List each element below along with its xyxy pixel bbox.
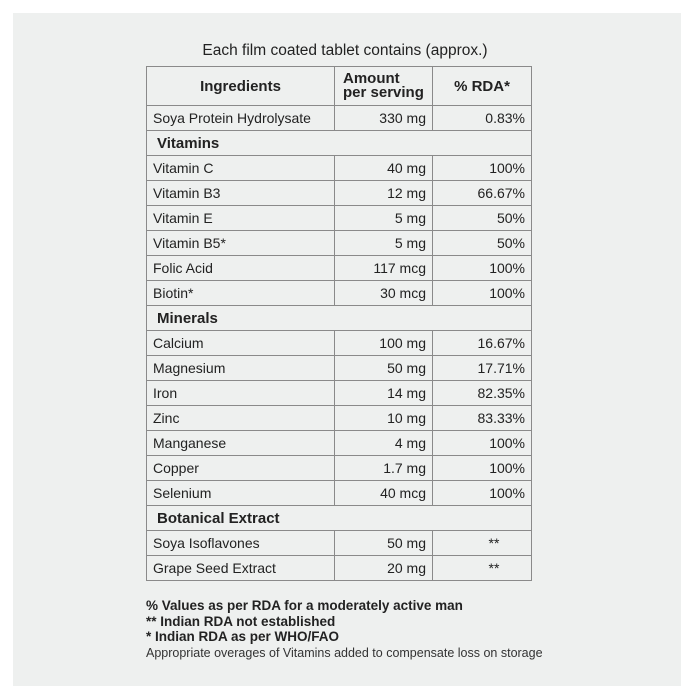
ingredient-amount: 10 mg (335, 406, 433, 431)
ingredient-amount: 14 mg (335, 381, 433, 406)
ingredient-rda: ** (433, 556, 532, 581)
section-title: Minerals (147, 306, 532, 331)
ingredient-name: Copper (147, 456, 335, 481)
ingredient-amount: 4 mg (335, 431, 433, 456)
ingredient-name: Zinc (147, 406, 335, 431)
ingredient-name: Vitamin E (147, 206, 335, 231)
ingredient-name: Soya Protein Hydrolysate (147, 106, 335, 131)
ingredient-rda: 16.67% (433, 331, 532, 356)
ingredient-amount: 50 mg (335, 531, 433, 556)
footnote-rda-basis: % Values as per RDA for a moderately active man (146, 598, 463, 613)
header-amount-line1: Amount (343, 70, 400, 87)
ingredient-rda: 100% (433, 256, 532, 281)
ingredient-name: Soya Isoflavones (147, 531, 335, 556)
ingredient-rda: 0.83% (433, 106, 532, 131)
ingredient-name: Vitamin B5* (147, 231, 335, 256)
ingredient-rda: 100% (433, 456, 532, 481)
ingredient-amount: 50 mg (335, 356, 433, 381)
section-header-row (147, 306, 532, 331)
ingredient-rda: 50% (433, 206, 532, 231)
footnote-overages: Appropriate overages of Vitamins added to compensate loss on storage (146, 645, 543, 660)
ingredient-name: Vitamin C (147, 156, 335, 181)
ingredient-amount: 330 mg (335, 106, 433, 131)
header-rda: % RDA* (433, 67, 532, 106)
ingredient-name: Grape Seed Extract (147, 556, 335, 581)
footnotes (146, 598, 666, 661)
table-row (147, 256, 532, 281)
table-row (147, 356, 532, 381)
ingredient-name: Iron (147, 381, 335, 406)
header-amount (335, 67, 433, 106)
ingredient-rda: 100% (433, 281, 532, 306)
ingredient-name: Manganese (147, 431, 335, 456)
ingredient-amount: 5 mg (335, 206, 433, 231)
ingredient-amount: 100 mg (335, 331, 433, 356)
ingredient-rda: 100% (433, 431, 532, 456)
ingredient-name: Folic Acid (147, 256, 335, 281)
table-row (147, 406, 532, 431)
section-title: Botanical Extract (147, 506, 532, 531)
ingredient-amount: 30 mcg (335, 281, 433, 306)
table-row (147, 281, 532, 306)
section-header-row (147, 131, 532, 156)
ingredient-amount: 5 mg (335, 231, 433, 256)
ingredient-name: Biotin* (147, 281, 335, 306)
footnote-not-established: ** Indian RDA not established (146, 613, 336, 629)
section-title: Vitamins (147, 131, 532, 156)
ingredient-name: Magnesium (147, 356, 335, 381)
table-row (147, 331, 532, 356)
ingredient-amount: 117 mcg (335, 256, 433, 281)
ingredient-rda: 66.67% (433, 181, 532, 206)
table-row (147, 206, 532, 231)
ingredient-amount: 40 mcg (335, 481, 433, 506)
ingredient-name: Selenium (147, 481, 335, 506)
ingredient-rda: 100% (433, 156, 532, 181)
table-header-row (147, 67, 532, 106)
footnote-who-fao: * Indian RDA as per WHO/FAO (146, 629, 340, 644)
ingredient-amount: 40 mg (335, 156, 433, 181)
ingredient-rda: 50% (433, 231, 532, 256)
table-row (147, 456, 532, 481)
table-row (147, 381, 532, 406)
table-row (147, 106, 532, 131)
ingredient-rda: 83.33% (433, 406, 532, 431)
header-amount-line2: per serving (343, 84, 424, 101)
nutrition-table (146, 66, 532, 581)
table-row (147, 481, 532, 506)
ingredient-rda: 100% (433, 481, 532, 506)
ingredient-rda: 17.71% (433, 356, 532, 381)
header-ingredients: Ingredients (147, 67, 335, 106)
ingredient-amount: 20 mg (335, 556, 433, 581)
table-row (147, 181, 532, 206)
table-row (147, 431, 532, 456)
ingredient-amount: 12 mg (335, 181, 433, 206)
table-row (147, 156, 532, 181)
section-header-row (147, 506, 532, 531)
ingredient-name: Calcium (147, 331, 335, 356)
table-row (147, 556, 532, 581)
table-row (147, 531, 532, 556)
table-caption: Each film coated tablet contains (approx.) (202, 42, 488, 59)
ingredient-amount: 1.7 mg (335, 456, 433, 481)
ingredient-rda: ** (433, 531, 532, 556)
ingredient-rda: 82.35% (433, 381, 532, 406)
ingredient-name: Vitamin B3 (147, 181, 335, 206)
table-row (147, 231, 532, 256)
